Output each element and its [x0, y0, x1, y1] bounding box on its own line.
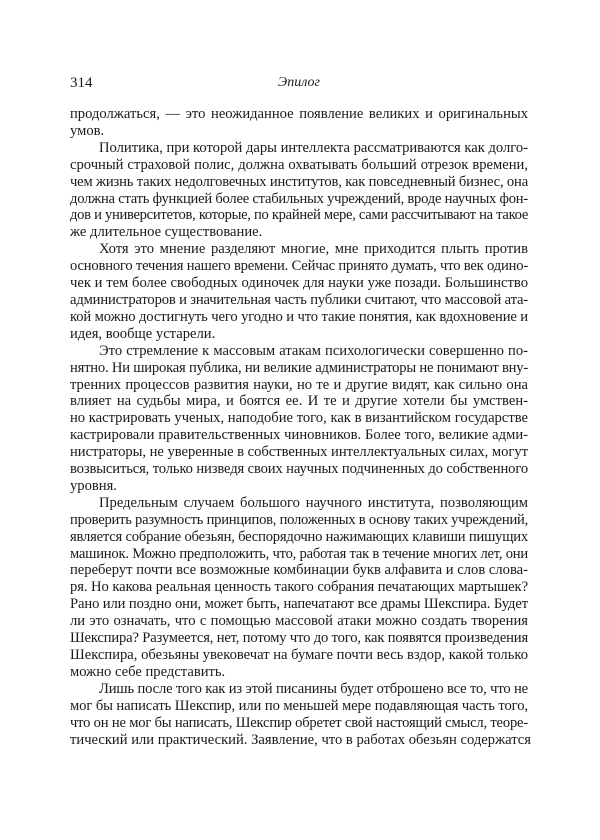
text-line: возвыситься, только низведя своих научных подчиненных до собственного — [70, 461, 528, 478]
text-line: ли это означать, что с помощью массовой атаки можно создать творения — [70, 613, 528, 630]
text-line: Шекспира? Разумеется, нет, потому что до того, как появятся произведения — [70, 630, 528, 647]
text-line: Рано или поздно они, может быть, напечатают все драмы Шекспира. Будет — [70, 596, 528, 613]
text-line: чек и тем более свободных одиночек для науки уже позади. Большинство — [70, 275, 528, 292]
text-line: нятно. Ни широкая публика, ни великие администраторы не понимают вну- — [70, 359, 528, 376]
text-line: срочный страховой полис, должна охватывать больший отрезок времени, — [70, 156, 528, 173]
text-line: Политика, при которой дары интеллекта рассматриваются как долго- — [99, 139, 528, 156]
text-line: же длительное существование. — [70, 224, 263, 241]
paragraph — [70, 343, 528, 495]
text-line: ря. Но какова реальная ценность такого собрания печатающих мартышек? — [70, 579, 528, 596]
chapter-title: Эпилог — [278, 75, 320, 90]
paragraph — [70, 495, 528, 681]
text-line: Это стремление к массовым атакам психологически совершенно по- — [99, 342, 528, 359]
text-line: уровня. — [70, 477, 117, 494]
running-head — [70, 74, 528, 92]
text-line: но кастрировать ученых, наподобие того, как в византийском государстве — [70, 410, 528, 427]
paragraph — [70, 680, 531, 749]
text-line: дов и университетов, которые, по крайней мере, сами рассчитывают на такое — [70, 207, 528, 224]
text-line: проверить разумность принципов, положенных в основу таких учреждений, — [70, 511, 528, 528]
text-line: умов. — [70, 122, 105, 139]
text-line: кой можно достигнуть чего угодно и что такие понятия, как вдохновение и — [70, 308, 528, 325]
text-line: Лишь после того как из этой писанины будет отброшено все то, что не — [99, 680, 528, 697]
text-line: Хотя это мнение разделяют многие, мне приходится плыть против — [99, 241, 528, 258]
text-line: тренних процессов развития науки, но те и другие видят, как сильно она — [70, 376, 528, 393]
text-line: чем жизнь таких недолговечных институтов, как повседневный бизнес, она — [70, 173, 528, 190]
text-line: переберут почти все возможные комбинации букв алфавита и слов слова- — [70, 562, 528, 579]
text-line: тический или практический. Заявление, что в работах обезьян содержатся — [70, 731, 531, 748]
paragraph — [70, 241, 528, 342]
text-line: кастрировали правительственных чиновников. Более того, великие адми- — [70, 427, 528, 444]
text-line: администраторов и значительная часть публики считают, что массовой ата- — [70, 291, 528, 308]
text-line: идея, вообще устарели. — [70, 325, 216, 342]
text-line: Шекспира, обезьяны увековечат на бумаге почти весь вздор, какой только — [70, 647, 528, 663]
text-line: машинок. Можно предположить, что, работая так в течение многих лет, они — [70, 545, 528, 562]
text-line: является собрание обезьян, беспорядочно нажимающих клавиши пишущих — [70, 528, 528, 545]
text-line: можно себе представить. — [70, 663, 226, 680]
text-line: влияет на судьбы мира, и боятся ее. И те и другие хотели бы умствен- — [70, 393, 528, 410]
page-number: 314 — [70, 75, 93, 91]
paragraph — [70, 106, 528, 140]
paragraph — [70, 140, 528, 241]
text-line: мог бы написать Шекспир, или по меньшей мере подавляющая часть того, — [70, 697, 528, 714]
text-line: должна стать функцией более стабильных учреждений, вроде научных фон- — [70, 190, 528, 207]
text-line: нистраторы, не уверенные в собственных интеллектуальных силах, могут — [70, 444, 528, 461]
text-line: продолжаться, — это неожиданное появление великих и оригинальных — [70, 106, 528, 122]
text-line: Предельным случаем большого научного института, позволяющим — [99, 494, 528, 511]
body-text — [70, 106, 531, 748]
text-line: основного течения нашего времени. Сейчас принято думать, что век одино- — [70, 258, 528, 275]
text-line: что он не мог бы написать, Шекспир обретет свой настоящий смысл, теоре- — [70, 714, 528, 731]
